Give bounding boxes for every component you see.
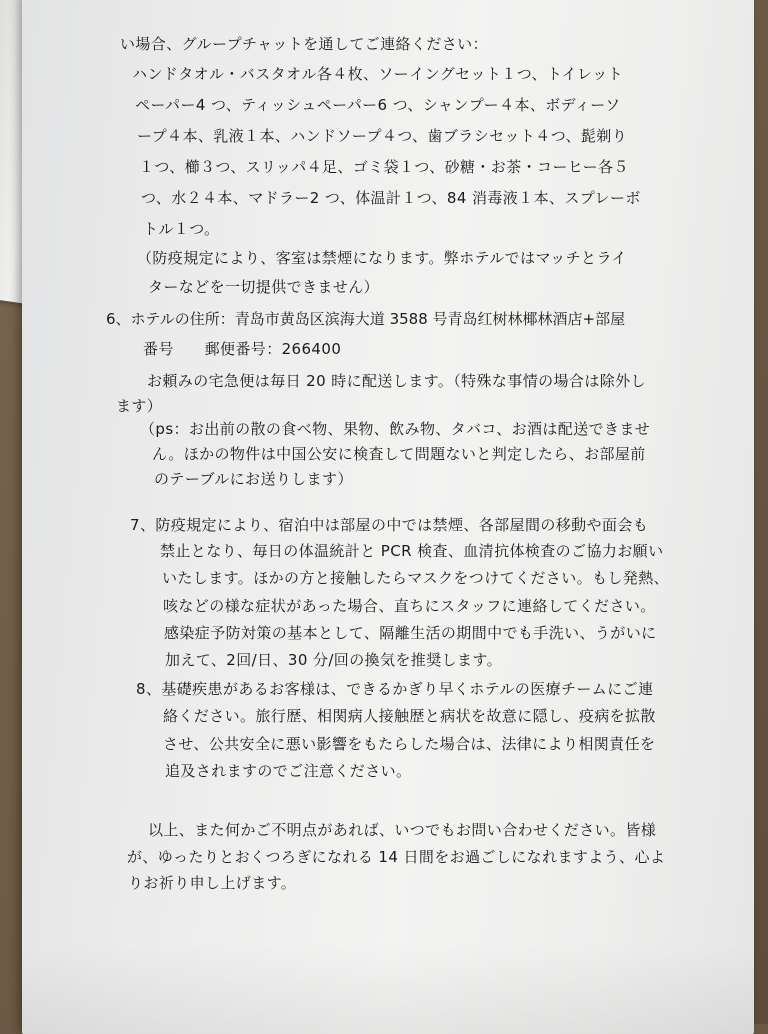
document-line: （ps：お出前の散の食べ物、果物、飲み物、タバコ、お酒は配送できませ (140, 420, 651, 438)
document-line: お頼みの宅急便は毎日 20 時に配送します。（特殊な事情の場合は除外し (147, 372, 646, 390)
document-line: ペーパー4 つ、ティッシュペーパー6 つ、シャンプー４本、ボディーソ (135, 96, 621, 114)
document-line: 以上、また何かご不明点があれば、いつでもお問い合わせください。皆様 (148, 821, 657, 839)
document-line: 咳などの様な症状があった場合、直ちにスタッフに連絡してください。 (163, 597, 656, 615)
document-line: （防疫規定により、客室は禁煙になります。弊ホテルではマッチとライ (137, 249, 627, 267)
paper-shadow (22, 944, 754, 1034)
document-line: 追及されますのでご注意ください。 (165, 762, 412, 780)
document-line: 感染症予防対策の基本として、隔離生活の期間中でも手洗い、うがいに (164, 624, 657, 642)
document-line: 8、基礎疾患があるお客様は、できるかぎり早くホテルの医療チームにご連 (136, 680, 654, 698)
document-line: が、ゆったりとおくつろぎになれる 14 日間をお過ごしになれますよう、心よ (127, 848, 666, 866)
document-line: トル１つ。 (143, 220, 220, 238)
document-line: りお祈り申し上げます。 (128, 874, 297, 892)
document-line: ん。ほかの物件は中国公安に検査して問題ないと判定したら、お部屋前 (152, 445, 646, 463)
document-line: 7、防疫規定により、宿泊中は部屋の中では禁煙、各部屋間の移動や面会も (130, 516, 649, 534)
document-line: ターなどを一切提供できません） (148, 278, 380, 296)
document-line: ハンドタオル・バスタオル各４枚、ソーイングセット１つ、トイレット (132, 65, 624, 83)
document-line: つ、水２４本、マドラー2 つ、体温計１つ、84 消毒液１本、スプレーボ (141, 189, 641, 207)
document-line: １つ、櫛３つ、スリッパ４足、ゴミ袋１つ、砂糖・お茶・コーヒー各５ (139, 158, 629, 176)
document-line: ます） (116, 397, 163, 415)
document-line: 6、ホテルの住所：青岛市黄岛区滨海大道 3588 号青岛红树林椰林酒店+部屋 (106, 310, 626, 328)
document-line: 禁止となり、毎日の体温統計と PCR 検査、血清抗体検査のご協力お願い (160, 542, 664, 560)
document-line: のテーブルにお送りします） (154, 470, 353, 488)
document-line: い場合、グループチャットを通してご連絡ください： (120, 35, 488, 53)
document-line: 加えて、2回/日、30 分/回の換気を推奨します。 (165, 651, 503, 669)
document-line: ープ４本、乳液１本、ハンドソープ４つ、歯ブラシセット４つ、髭剃り (137, 127, 628, 145)
document-line: いたします。ほかの方と接触したらマスクをつけてください。もし発熱、 (162, 569, 670, 587)
paper-document (22, 0, 754, 1034)
document-line: させ、公共安全に悪い影響をもたらした場合は、法律により相関責任を (163, 735, 656, 753)
document-line: 絡ください。旅行歴、相関病人接触歴と病状を故意に隠し、疫病を拡散 (163, 707, 656, 725)
document-line: 番号 郵便番号：266400 (143, 340, 342, 358)
